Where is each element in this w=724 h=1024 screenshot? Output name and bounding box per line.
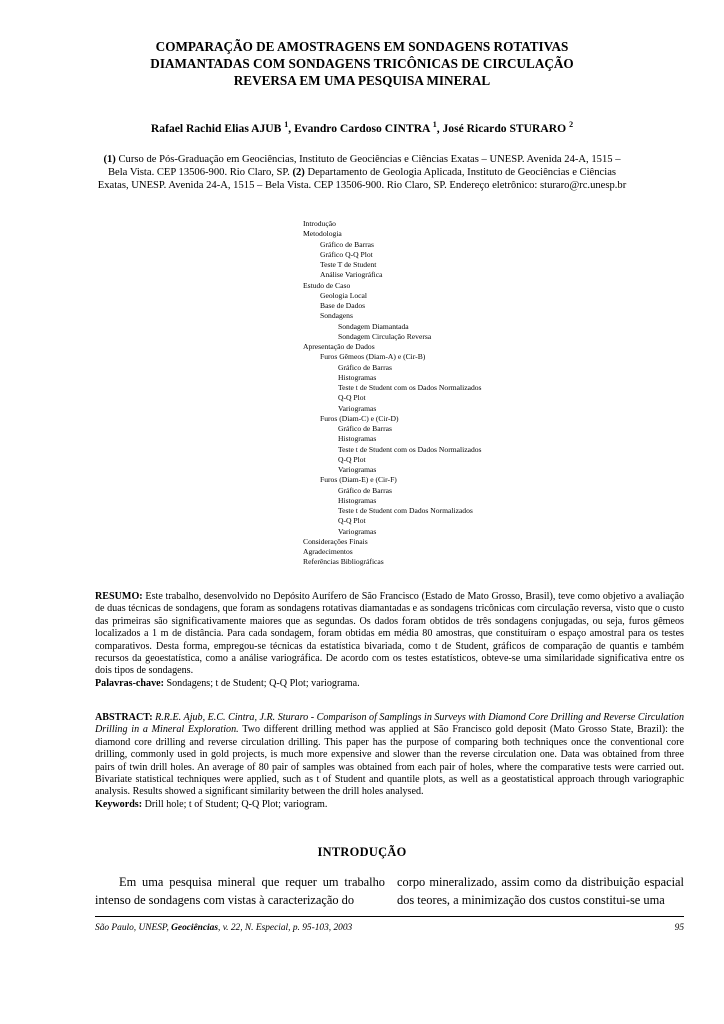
author-name: José Ricardo STURARO bbox=[442, 121, 567, 135]
abstract-keywords-text: Drill hole; t of Student; Q-Q Plot; variogram. bbox=[142, 798, 328, 810]
affiliation-text-2: Departamento de Geologia Aplicada, Instituto de Geociências e Ciências Exatas, UNESP. Avenida 24-A, 1515 – Bela Vista. CEP 13506-900. Rio Claro, SP. Endereço eletrônico: sturaro@rc.unesp.br bbox=[97, 167, 627, 192]
toc-entry: Variogramas bbox=[338, 465, 377, 474]
author-affiliation-mark: 2 bbox=[569, 120, 574, 129]
affiliation-mark-1: (1) bbox=[103, 154, 116, 165]
journal-prefix: São Paulo, UNESP, bbox=[95, 923, 172, 933]
toc-entry: Q-Q Plot bbox=[338, 516, 366, 526]
toc-entry: Variogramas bbox=[338, 403, 377, 413]
title-line-2: DIAMANTADAS COM SONDAGENS TRICÔNICAS DE CIRCULAÇÃO bbox=[150, 56, 574, 71]
author-affiliation-mark: 1 bbox=[284, 120, 289, 129]
resumo-text: Este trabalho, desenvolvido no Depósito Aurífero de São Francisco (Estado de Mato Grosso, Brasil), teve como objetivo a avaliação de duas técnicas de sondagens, que foram as sondagens rotativas diamantadas e as sondagens tricônicas com circulação reversa, visto que o custo das primeiras são significativamente maiores que as segundas. Os dados foram obtidos de três sondagens conjugadas, ou seja, furos gêmeos localizados a 1 m de distância. Para cada sondagem, foram obtidas em média 80 amostras, que constituíram o espaço amostral para os testes comparativos. Desta forma, empregou-se técnicas da estatística bivariada, como t de Student, gráficos de comparação de quantis e também recursos da geoestatística, como a análise variográfica. De acordo com os testes estatísticos, obteve-se uma similaridade significativa entre os dois tipos de sondagens. bbox=[95, 591, 684, 677]
title-line-3: REVERSA EM UMA PESQUISA MINERAL bbox=[233, 73, 491, 88]
author-separator: , bbox=[436, 121, 443, 135]
author-separator: , bbox=[288, 121, 295, 135]
author-name: Evandro Cardoso CINTRA bbox=[294, 121, 430, 135]
toc-entry: Teste T de Student bbox=[320, 260, 377, 269]
toc-entry: Estudo de Caso bbox=[303, 280, 351, 290]
toc-entry: Furos Gêmeos (Diam-A) e (Cir-B) bbox=[320, 352, 426, 362]
toc-entry: Teste t de Student com os Dados Normalizados bbox=[338, 383, 482, 392]
toc-entry: Gráfico de Barras bbox=[338, 424, 392, 433]
abstract-text: Two different drilling method was applied at São Francisco gold deposit (Mato Grosso State, Brazil): the diamond core drilling and reverse circulation drilling. This paper has the purpose of comparing both techniques once the conventional core drilling, commonly used in gold projects, is much more expensive and slower than the reverse circulation one. Data was obtained from three pairs of twin drill holes. An average of 80 pair of samples was obtained from each pair of holes, where the comparative tests were carried out. Bivariate statistical techniques were applied, such as t of Student and quantile plots, as well as a geostatistical approach through variographic analysis. Results showed a significant similarity between the drill holes analysed. bbox=[95, 724, 684, 798]
footer-divider bbox=[95, 916, 684, 917]
section-heading-introducao: INTRODUÇÃO bbox=[317, 845, 407, 859]
journal-name: Geociências bbox=[171, 923, 219, 933]
table-of-contents bbox=[303, 219, 603, 568]
toc-entry: Variogramas bbox=[338, 526, 377, 536]
page-number: 95 bbox=[674, 923, 684, 933]
toc-entry: Base de Dados bbox=[320, 301, 366, 310]
intro-column-left: Em uma pesquisa mineral que requer um trabalho intenso de sondagens com vistas à caracterização do bbox=[95, 875, 385, 907]
toc-entry: Introdução bbox=[303, 219, 336, 228]
title-line-1: COMPARAÇÃO DE AMOSTRAGENS EM SONDAGENS ROTATIVAS bbox=[155, 39, 569, 54]
abstract-citation: R.R.E. Ajub, E.C. Cintra, J.R. Sturaro - Comparison of Samplings in Surveys with Diamond Core Drilling and Reverse Circulation Drilling in a Mineral Exploration. bbox=[95, 712, 684, 736]
toc-entry: Teste t de Student com os Dados Normalizados bbox=[338, 444, 482, 454]
toc-entry: Gráfico Q-Q Plot bbox=[320, 249, 373, 259]
abstract-label: ABSTRACT: bbox=[95, 712, 153, 723]
toc-entry: Q-Q Plot bbox=[338, 393, 366, 403]
abstract-keywords-label: Keywords: bbox=[95, 798, 143, 810]
resumo-keywords bbox=[95, 678, 684, 690]
affiliation-text-1: Curso de Pós-Graduação em Geociências, Instituto de Geociências e Ciências Exatas – UNESP. Avenida 24-A, 1515 – Bela Vista. CEP 13506-900. Rio Claro, SP. bbox=[107, 154, 621, 179]
affiliations bbox=[96, 153, 628, 193]
toc-entry: Histogramas bbox=[338, 372, 377, 382]
toc-entry: Considerações Finais bbox=[303, 536, 368, 546]
toc-entry: Referências Bibliográficas bbox=[303, 557, 384, 567]
toc-entry: Gráfico de Barras bbox=[338, 485, 392, 495]
author-list bbox=[60, 120, 664, 135]
toc-entry: Q-Q Plot bbox=[338, 454, 366, 464]
affiliation-mark-2: (2) bbox=[292, 167, 305, 179]
author-name: Rafael Rachid Elias AJUB bbox=[150, 121, 282, 135]
toc-entry: Apresentação de Dados bbox=[303, 342, 375, 351]
author-affiliation-mark: 1 bbox=[432, 120, 437, 129]
journal-citation bbox=[95, 923, 352, 933]
toc-entry: Sondagem Diamantada bbox=[338, 321, 409, 331]
toc-entry: Agradecimentos bbox=[303, 547, 353, 556]
resumo-label: RESUMO: bbox=[95, 591, 143, 602]
toc-entry: Análise Variográfica bbox=[320, 270, 383, 280]
toc-entry: Sondagens bbox=[320, 311, 353, 321]
resumo-keywords-text: Sondagens; t de Student; Q-Q Plot; variograma. bbox=[163, 677, 360, 689]
toc-entry: Furos (Diam-E) e (Cir-F) bbox=[320, 475, 397, 485]
abstract-block bbox=[95, 712, 684, 811]
toc-entry: Histogramas bbox=[338, 434, 377, 444]
toc-entry: Furos (Diam-C) e (Cir-D) bbox=[320, 413, 399, 423]
toc-entry: Metodologia bbox=[303, 229, 342, 239]
toc-entry: Gráfico de Barras bbox=[338, 362, 392, 372]
toc-entry: Gráfico de Barras bbox=[320, 239, 374, 249]
journal-suffix: , v. 22, N. Especial, p. 95-103, 2003 bbox=[218, 923, 353, 933]
resumo-keywords-label: Palavras-chave: bbox=[95, 677, 164, 689]
intro-column-right: corpo mineralizado, assim como da distribuição espacial dos teores, a minimização dos custos constitui-se uma bbox=[397, 875, 684, 907]
abstract-keywords bbox=[95, 799, 684, 811]
toc-entry: Sondagem Circulação Reversa bbox=[338, 331, 432, 341]
resumo-block bbox=[95, 591, 684, 690]
toc-entry: Geologia Local bbox=[320, 290, 368, 300]
paper-title bbox=[90, 38, 634, 89]
toc-entry: Teste t de Student com Dados Normalizados bbox=[338, 506, 473, 515]
toc-entry: Histogramas bbox=[338, 495, 377, 505]
